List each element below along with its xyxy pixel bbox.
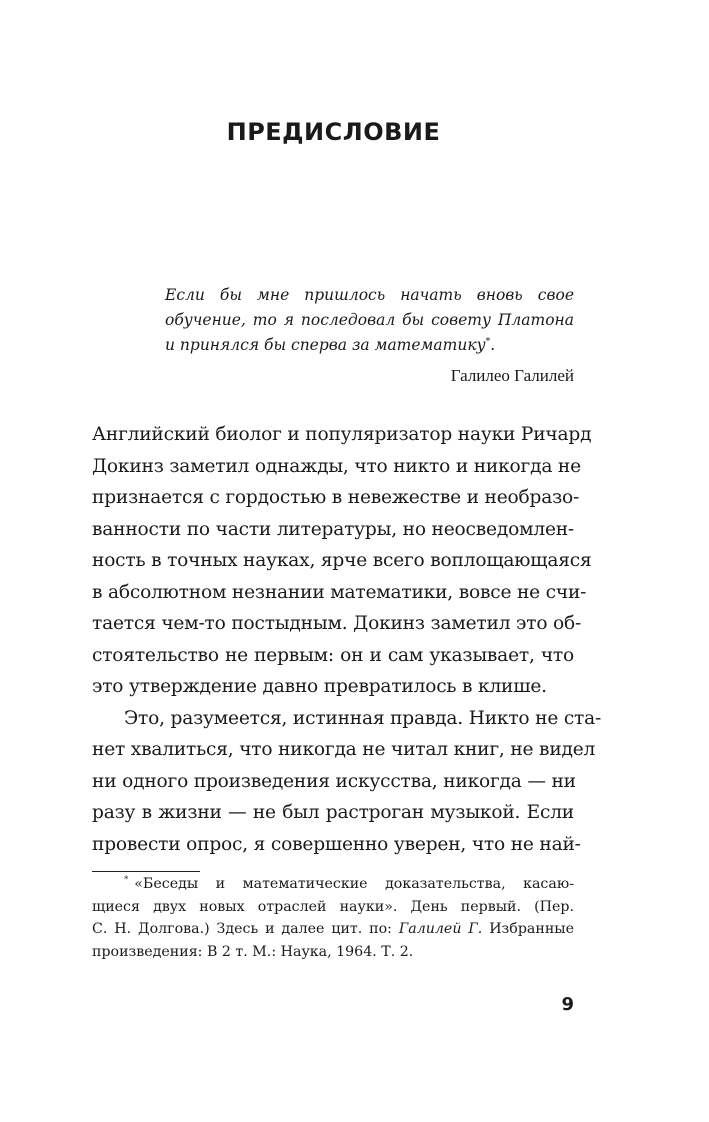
footnote-line [92,921,574,937]
text-line: это утверждение давно превратилось в клише. [92,676,547,697]
text-line: стоятельство не первым: он и сам указывает, что [92,644,574,666]
punct: . [490,336,496,354]
footnote-text: произведения: В 2 т. М.: Наука, 1964. Т. 2. [92,943,414,960]
footnote-text: Галилей Г. [398,921,483,937]
text-line: разу в жизни — не был растроган музыкой. Если [92,802,574,823]
page-number: 9 [561,994,574,1015]
footnote-text: щиеся двух новых отраслей науки». День первый. (Пер. [92,898,574,915]
text-line: ванности по части литературы, но неосведомлен- [92,518,575,540]
footnote-ref: * [485,335,491,347]
epigraph-line [165,311,574,329]
epigraph-text: обучение, то я последовал бы совету Платона [165,311,574,329]
footnote-line [124,876,574,892]
footnote-divider [92,871,200,872]
chapter-title: ПРЕДИСЛОВИЕ [226,118,441,146]
text-line: тается чем-то постыдным. Докинз заметил это об- [92,613,582,634]
text-line: ность в точных науках, ярче всего воплощающаяся [92,550,592,571]
footnote-line [92,944,574,960]
text-line: в абсолютном незнании математики, вовсе не счи- [92,581,587,603]
epigraph-line [165,336,574,354]
epigraph-line [165,286,574,304]
footnote-mark: * [124,875,129,886]
text-line: Английский биолог и популяризатор науки Ричард [92,424,592,445]
footnote-text: С. Н. Долгова.) Здесь и далее цит. по: [92,921,399,937]
epigraph-text: и принялся бы сперва за математику [165,336,486,354]
text-line: провести опрос, я совершенно уверен, что не най- [92,833,581,855]
text-line: Докинз заметил однажды, что никто и никогда не [92,455,581,477]
epigraph-text: Если бы мне пришлось начать вновь свое [165,286,574,304]
text-line: нет хвалиться, что никогда не читал книг, не видел [92,739,596,760]
text-line: Это, разумеется, истинная правда. Никто не ста- [124,707,602,729]
text-line: признается с гордостью в невежестве и необразо- [92,487,580,508]
footnote-text: Избранные [482,921,574,937]
text-line: ни одного произведения искусства, никогда — ни [92,770,576,792]
footnote-line [92,899,574,915]
footnote-text: «Беседы и математические доказательства, касаю- [134,876,574,892]
epigraph-attribution: Галилео Галилей [450,366,574,385]
